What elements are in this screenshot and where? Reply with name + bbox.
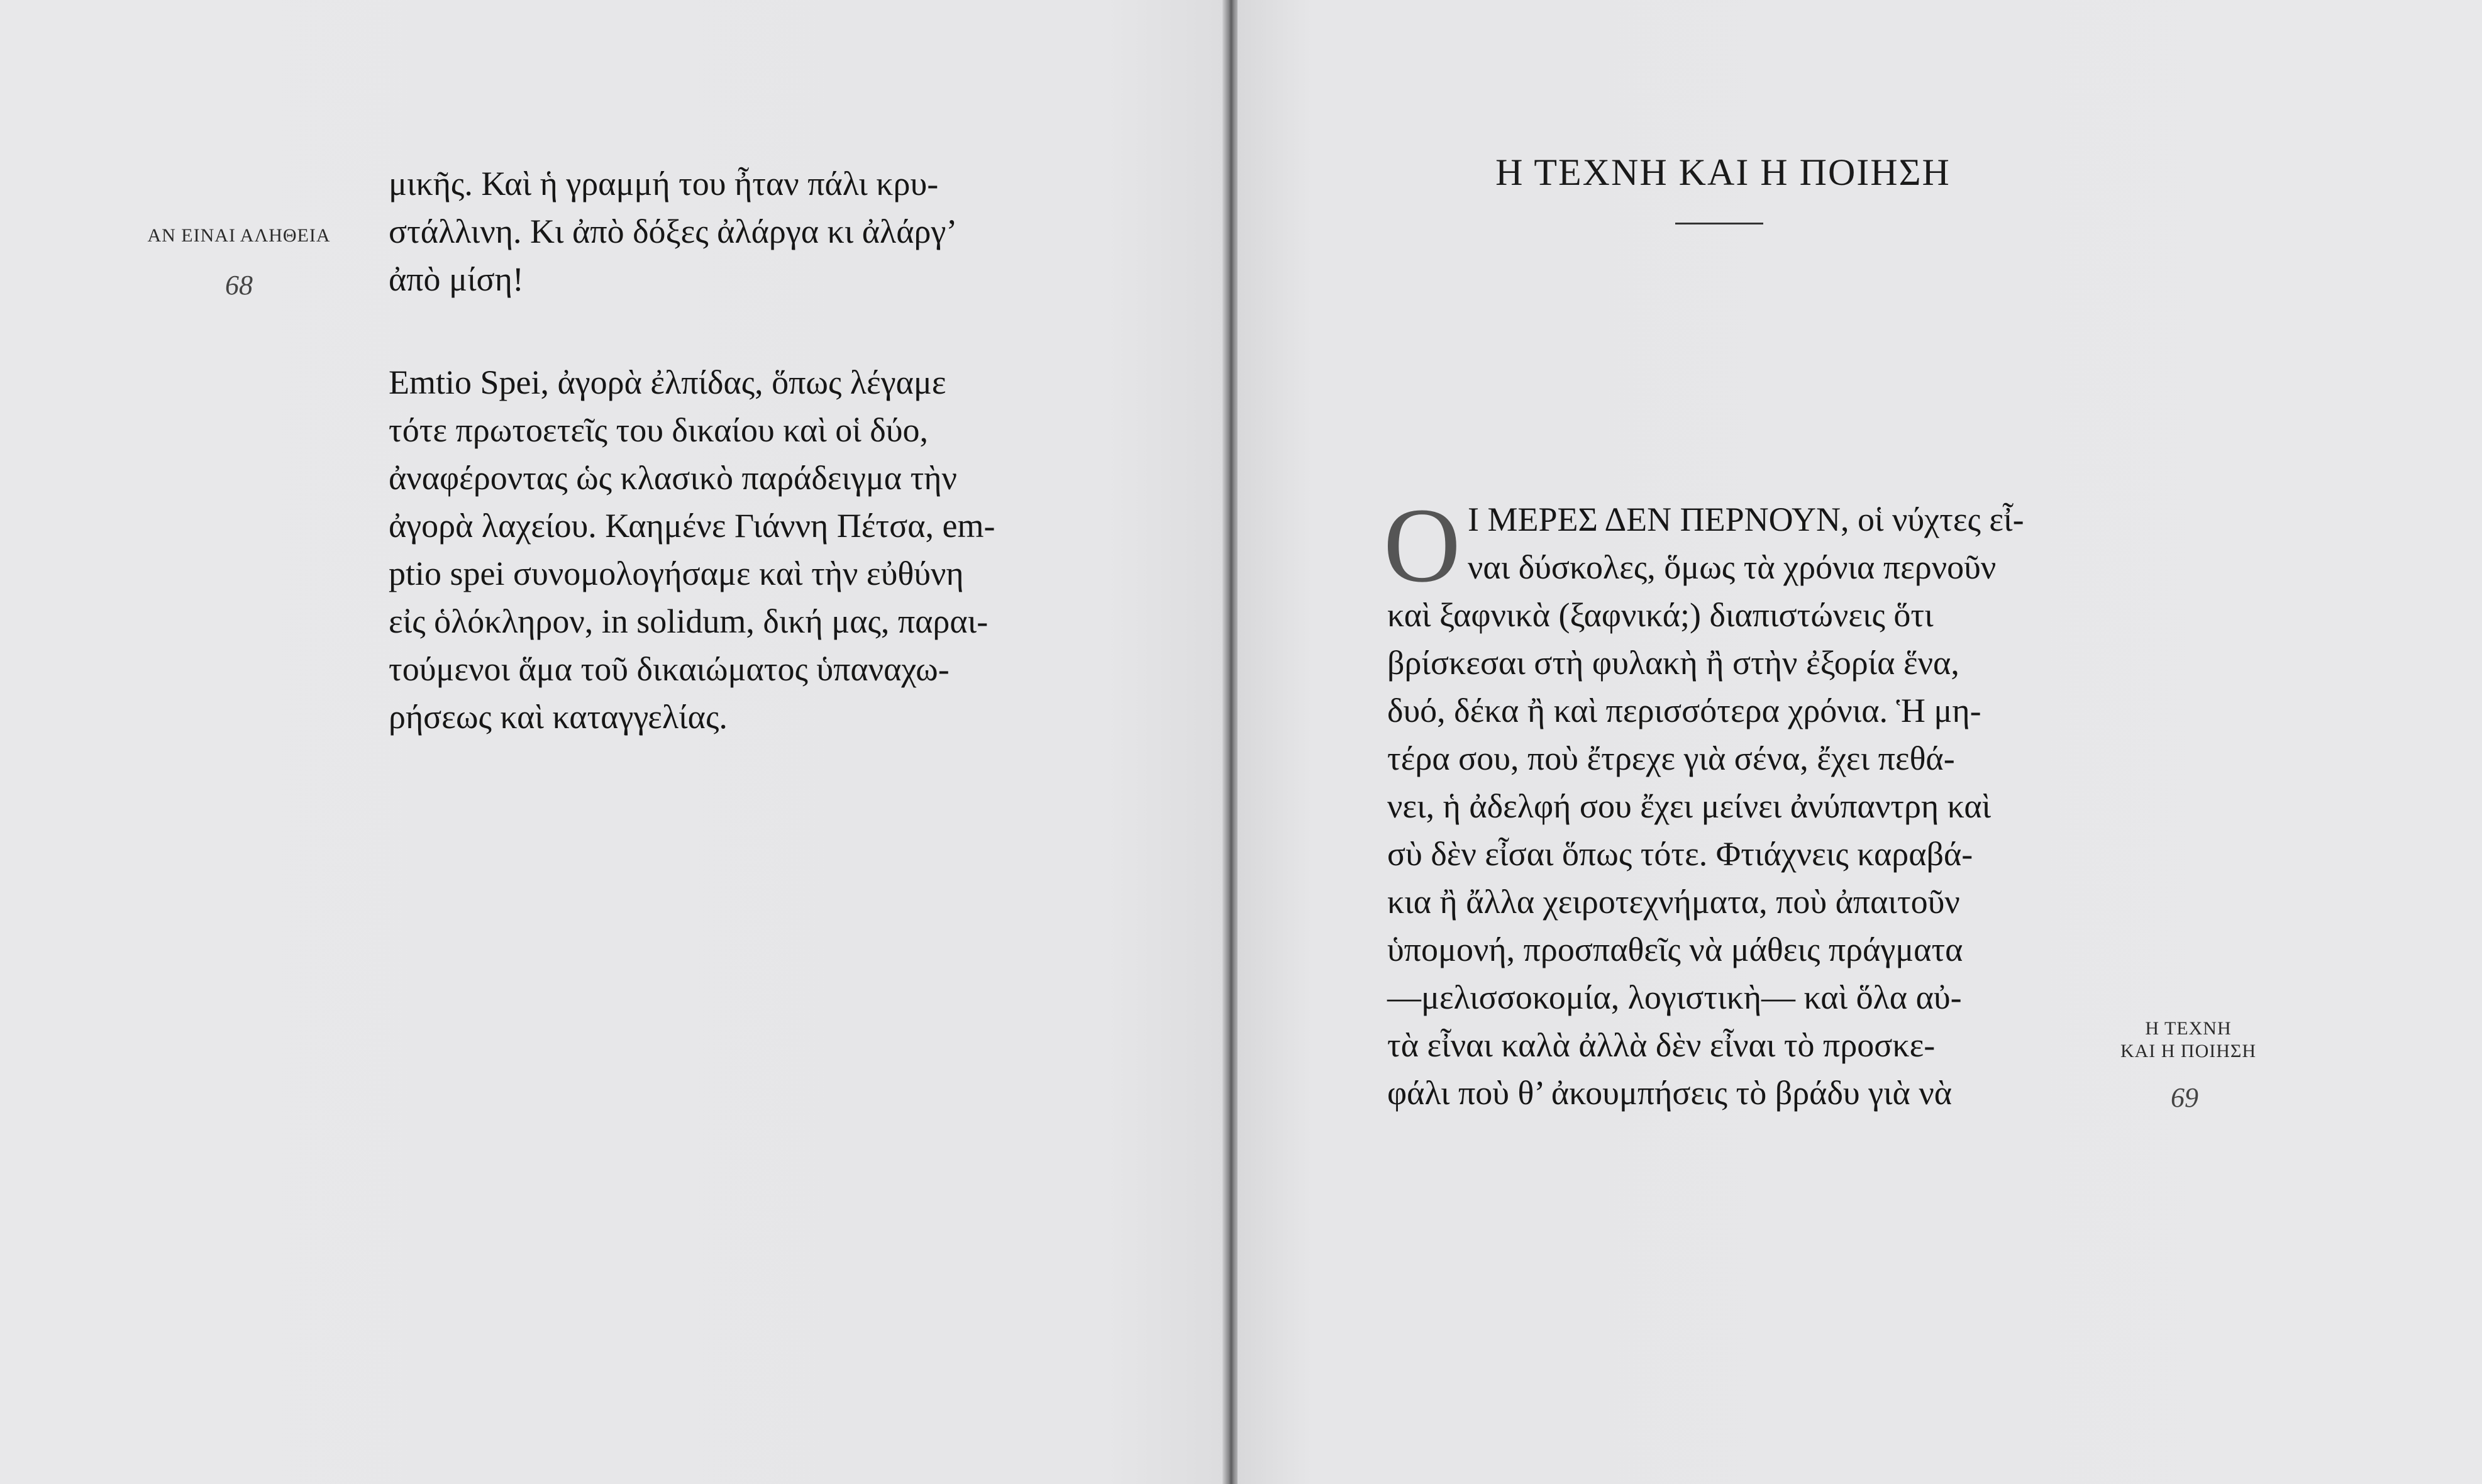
left-running-head: ΑΝ ΕΙΝΑΙ ΑΛΗΘΕΙΑ: [147, 225, 331, 246]
text-line: δυό, δέκα ἢ καὶ περισσότερα χρόνια. Ἡ μη-: [1387, 692, 1981, 729]
drop-cap: Ο: [1383, 486, 1461, 604]
text-line: Ι ΜΕΡΕΣ ΔΕΝ ΠΕΡΝΟΥΝ, οἱ νύχτες εἶ-: [1468, 501, 2024, 538]
text-line: τὰ εἶναι καλὰ ἀλλὰ δὲν εἶναι τὸ προσκε-: [1387, 1026, 1936, 1064]
right-paragraph: [1387, 496, 2024, 1117]
text-line: ρήσεως καὶ καταγγελίας.: [389, 698, 728, 736]
text-line: καὶ ξαφνικὰ (ξαφνικά;) διαπιστώνεις ὅτι: [1387, 596, 1934, 634]
text-line: Emtio Spei, ἀγορὰ ἐλπίδας, ὅπως λέγαμε: [389, 363, 946, 401]
text-line: μικῆς. Καὶ ἡ γραμμή του ἦταν πάλι κρυ-: [389, 165, 939, 202]
text-line: ναι δύσκολες, ὅμως τὰ χρόνια περνοῦν: [1468, 548, 1997, 586]
text-line: ὑπομονή, προσπαθεῖς νὰ μάθεις πράγματα: [1387, 931, 1963, 968]
left-paragraph-1: [389, 160, 957, 303]
text-line: σὺ δὲν εἶσαι ὅπως τότε. Φτιάχνεις καραβά-: [1387, 835, 1973, 873]
chapter-title: Η ΤΕΧΝΗ ΚΑΙ Η ΠΟΙΗΣΗ: [1495, 152, 1951, 193]
text-line: φάλι ποὺ θ’ ἀκουμπήσεις τὸ βράδυ γιὰ νὰ: [1387, 1074, 1953, 1112]
right-running-head: Η ΤΕΧΝΗ ΚΑΙ Η ΠΟΙΗΣΗ: [2120, 1018, 2257, 1061]
text-line: κια ἢ ἄλλα χειροτεχνήματα, ποὺ ἀπαιτοῦν: [1387, 883, 1960, 921]
title-rule: [1675, 223, 1763, 224]
text-line: ἀγορὰ λαχείου. Καημένε Γιάννη Πέτσα, em-: [389, 507, 995, 545]
text-line: ptio spei συνομολογήσαμε καὶ τὴν εὐθύνη: [389, 555, 964, 592]
text-line: στάλλινη. Κι ἀπὸ δόξες ἀλάργα κι ἀλάργ’: [389, 213, 958, 250]
text-line: τέρα σου, ποὺ ἔτρεχε γιὰ σένα, ἔχει πεθά-: [1387, 739, 1955, 777]
right-page-number: 69: [2171, 1082, 2198, 1113]
left-page: [0, 0, 1227, 1484]
text-line: νει, ἡ ἀδελφή σου ἔχει μείνει ἀνύπαντρη καὶ: [1387, 787, 1992, 825]
text-line: τούμενοι ἅμα τοῦ δικαιώματος ὑπαναχω-: [389, 650, 950, 688]
text-line: ἀπὸ μίση!: [389, 260, 524, 298]
text-line: τότε πρωτοετεῖς του δικαίου καὶ οἱ δύο,: [389, 411, 928, 449]
left-paragraph-2: [389, 358, 995, 741]
text-line: εἰς ὁλόκληρον, in solidum, δική μας, παραι-: [389, 602, 989, 640]
text-line: βρίσκεσαι στὴ φυλακὴ ἢ στὴν ἐξορία ἕνα,: [1387, 644, 1959, 682]
text-line: —μελισσοκομία, λογιστικὴ— καὶ ὅλα αὐ-: [1387, 978, 1962, 1016]
left-page-number: 68: [225, 270, 253, 301]
text-line: ἀναφέροντας ὡς κλασικὸ παράδειγμα τὴν: [389, 459, 957, 497]
